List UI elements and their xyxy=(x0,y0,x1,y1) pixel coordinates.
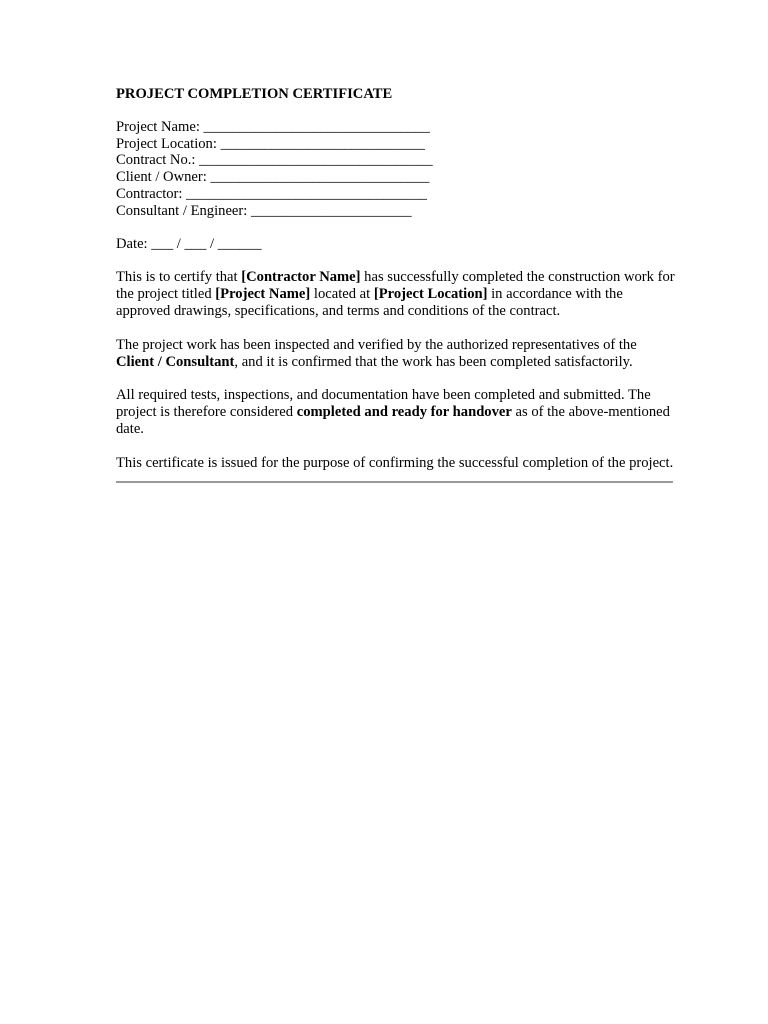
para-text: as of the above-mentioned date. xyxy=(116,404,670,437)
document-title: PROJECT COMPLETION CERTIFICATE xyxy=(116,86,393,102)
field-blank: ______________________ xyxy=(250,202,412,219)
horizontal-rule xyxy=(116,481,673,483)
field-label: Contract No.: xyxy=(116,152,196,169)
para-text: This certificate is issued for the purpose of confirming the successful completion of the project. xyxy=(116,454,674,471)
project-location-placeholder: [Project Location] xyxy=(373,286,488,303)
para-text: All required tests, inspections, and documentation have been completed and submitted. The project is therefore considered xyxy=(116,387,651,421)
field-label: Project Location: xyxy=(116,135,217,152)
contractor-name-placeholder: [Contractor Name] xyxy=(241,269,361,286)
date-field xyxy=(116,236,676,253)
purpose-paragraph xyxy=(116,455,676,472)
para-text: , and it is confirmed that the work has been completed satisfactorily. xyxy=(234,353,633,370)
field-blank: ____________________________ xyxy=(220,135,425,152)
field-blank: _________________________________ xyxy=(186,185,427,202)
para-text: located at xyxy=(310,286,374,303)
project-name-field xyxy=(116,119,676,136)
date-blank: ___ / ___ / ______ xyxy=(151,235,262,252)
handover-emphasis: completed and ready for handover xyxy=(296,404,512,421)
project-location-field xyxy=(116,136,676,153)
consultant-engineer-field xyxy=(116,203,676,220)
client-consultant-emphasis: Client / Consultant xyxy=(116,353,235,370)
date-label: Date: xyxy=(116,235,148,252)
client-owner-field xyxy=(116,169,676,186)
contract-no-field xyxy=(116,152,676,169)
field-label: Consultant / Engineer: xyxy=(116,202,248,219)
field-label: Client / Owner: xyxy=(116,169,207,186)
project-details-fields xyxy=(116,119,676,220)
field-label: Contractor: xyxy=(116,185,183,202)
para-text: The project work has been inspected and verified by the authorized representatives of the xyxy=(116,336,637,353)
handover-paragraph xyxy=(116,387,676,437)
project-name-placeholder: [Project Name] xyxy=(215,286,311,303)
contractor-field xyxy=(116,186,676,203)
para-text: has successfully completed the construction work for the project titled xyxy=(116,269,675,303)
inspection-paragraph xyxy=(116,337,676,371)
para-text: This is to certify that xyxy=(116,269,242,286)
certificate-page xyxy=(116,86,676,483)
para-text: in accordance with the approved drawings, specifications, and terms and conditions of the contract. xyxy=(116,286,623,319)
field-label: Project Name: xyxy=(116,118,200,135)
field-blank: _______________________________ xyxy=(203,118,430,135)
certification-paragraph xyxy=(116,269,676,319)
field-blank: ______________________________ xyxy=(210,169,430,186)
field-blank: ________________________________ xyxy=(199,152,433,169)
